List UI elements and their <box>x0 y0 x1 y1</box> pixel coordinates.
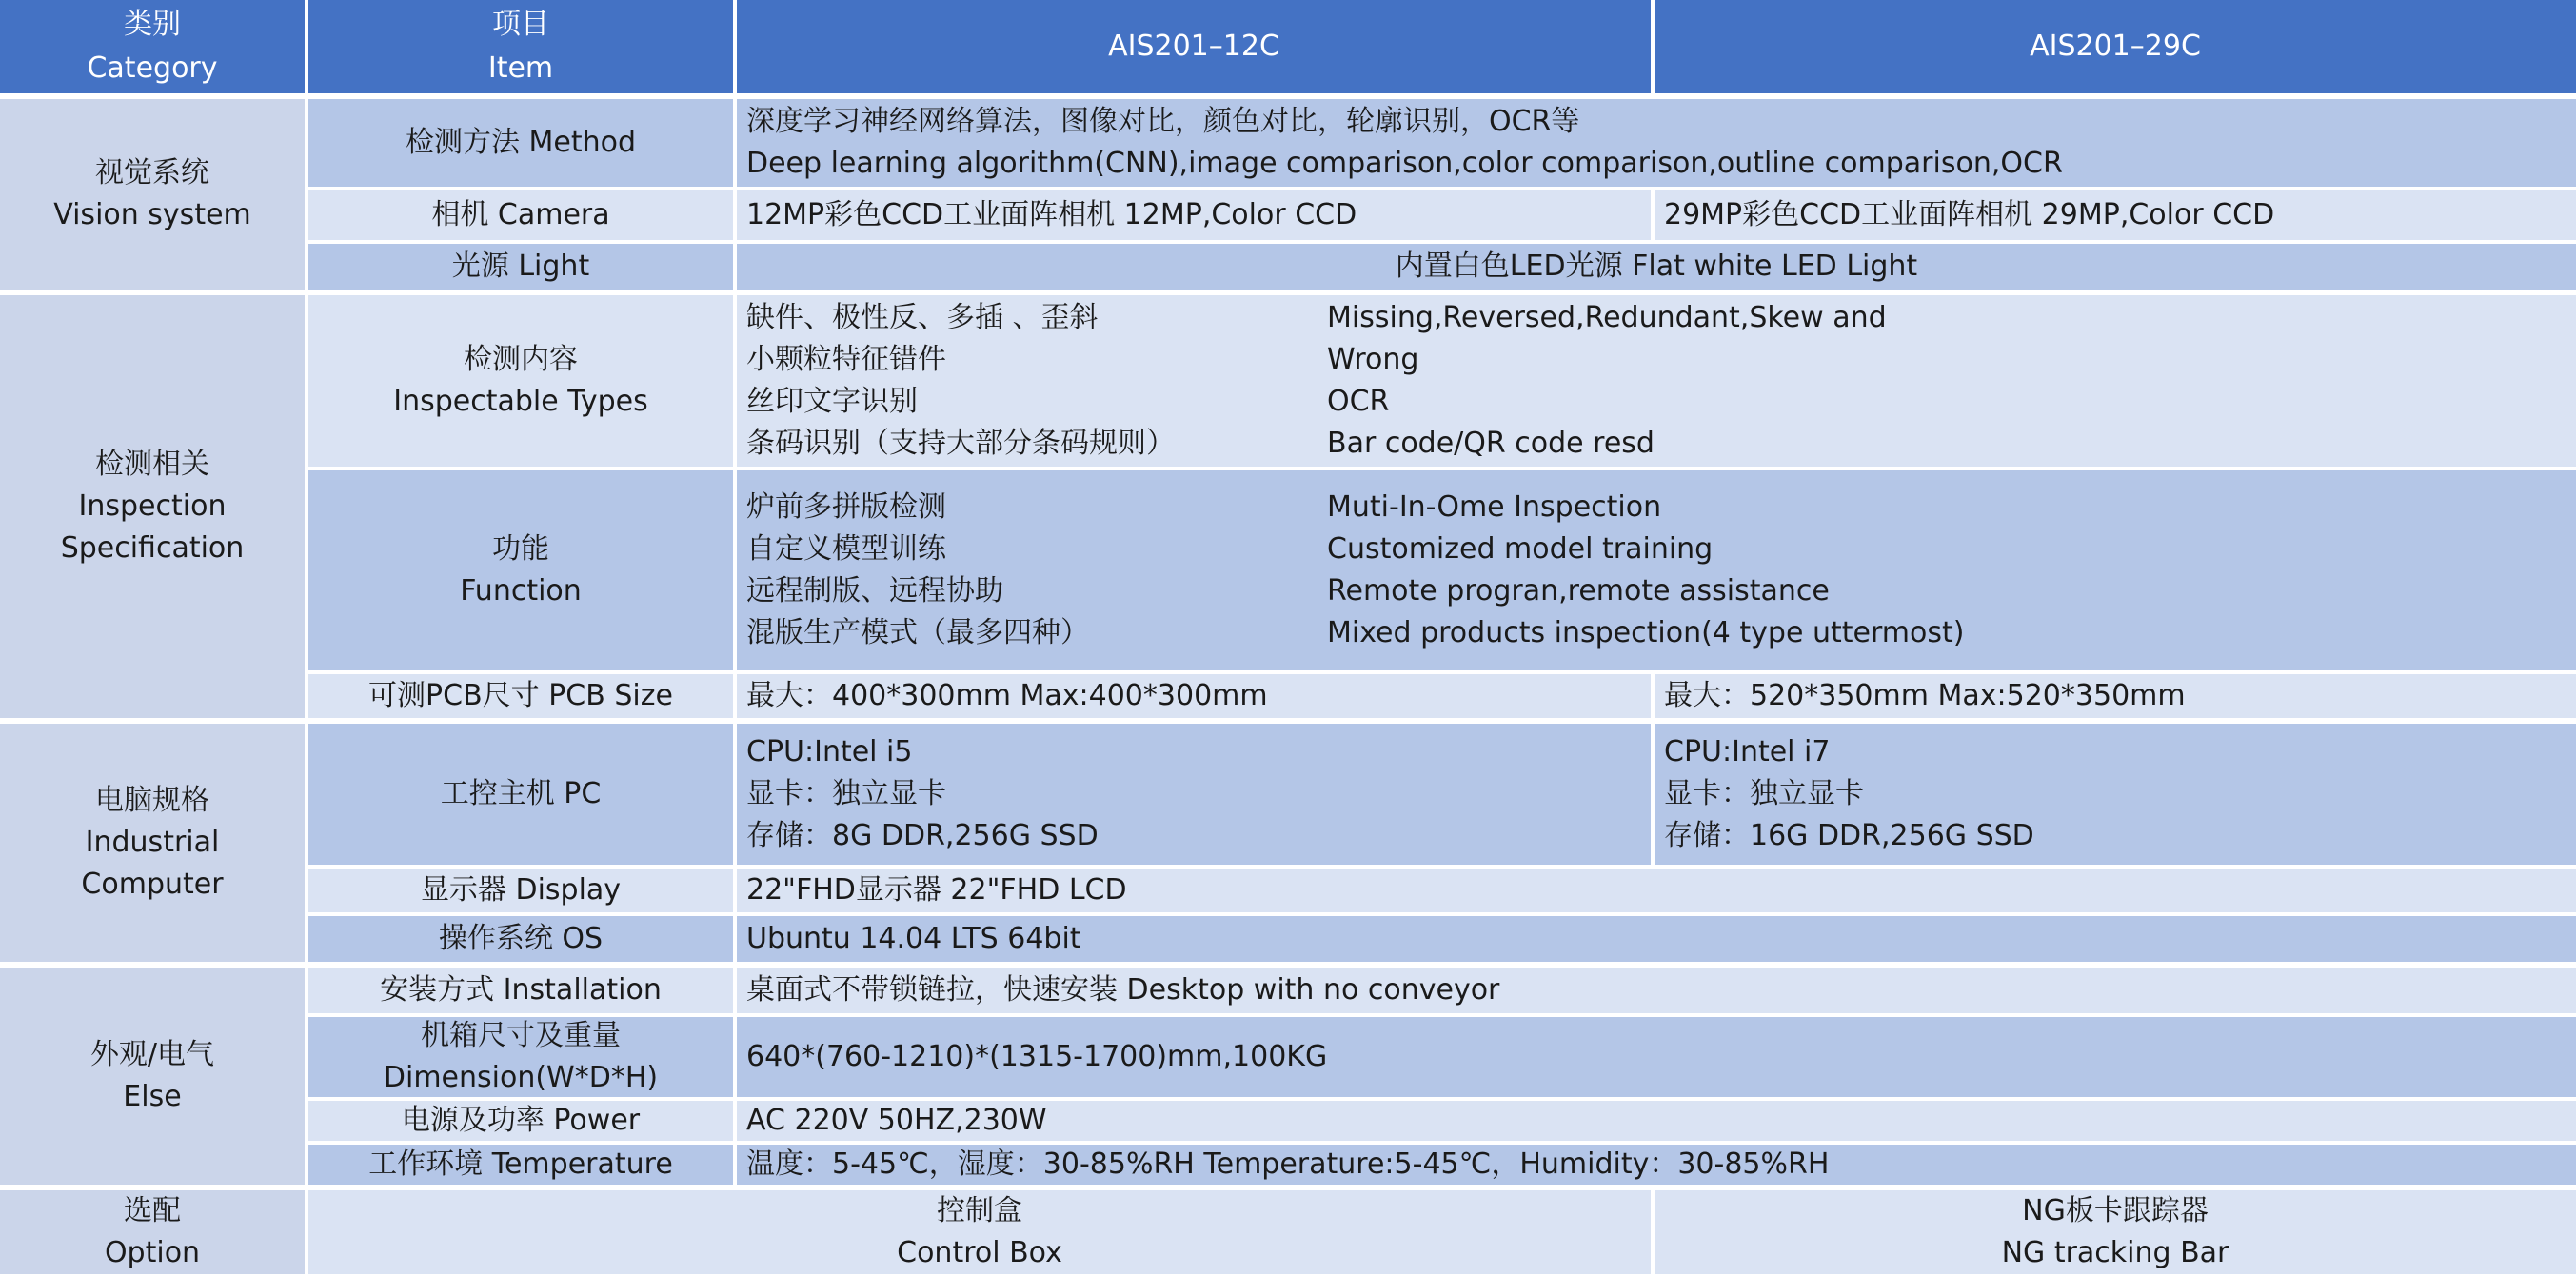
pc-b-gpu: 显卡：独立显卡 <box>1664 777 1864 810</box>
item-os <box>308 916 733 962</box>
item-os-label: 操作系统 OS <box>438 922 604 955</box>
item-inspectable-types-en: Inspectable Types <box>393 385 648 418</box>
type-cn: 缺件、极性反、多插 、歪斜 <box>746 301 1099 334</box>
item-pcb-size <box>308 674 733 718</box>
value-method-en: Deep learning algorithm(CNN),image comparison,color comparison,outline comparison,OCR <box>746 147 2063 180</box>
value-camera-a <box>737 190 1651 240</box>
option-a-en: Control Box <box>897 1236 1062 1269</box>
value-pc-b <box>1655 724 2576 865</box>
function-cn: 自定义模型训练 <box>746 532 946 566</box>
category-option-en: Option <box>104 1236 201 1269</box>
item-function <box>308 470 733 670</box>
option-b-cn: NG板卡跟踪器 <box>2022 1194 2209 1228</box>
category-computer-cn: 电脑规格 <box>95 784 209 817</box>
category-computer <box>0 724 305 962</box>
list-item <box>746 570 2576 612</box>
type-cn: 小颗粒特征错件 <box>746 343 946 376</box>
type-en: Missing,Reversed,Redundant,Skew and <box>1327 301 1887 334</box>
category-else <box>0 968 305 1185</box>
category-inspection-en1: Inspection <box>78 489 227 523</box>
type-cn: 丝印文字识别 <box>746 385 918 418</box>
item-power <box>308 1101 733 1141</box>
category-else-cn: 外观/电气 <box>89 1038 215 1071</box>
value-power-text: AC 220V 50HZ,230W <box>746 1104 1047 1137</box>
value-power <box>737 1101 2576 1141</box>
function-en: Muti-In-Ome Inspection <box>1327 490 1662 524</box>
value-dimension <box>737 1017 2576 1097</box>
pc-a-storage: 存储：8G DDR,256G SSD <box>746 819 1099 852</box>
value-os <box>737 916 2576 962</box>
category-computer-en2: Computer <box>81 868 224 901</box>
value-installation-text: 桌面式不带锁链拉，快速安装 Desktop with no conveyor <box>746 973 1500 1007</box>
value-temperature <box>737 1145 2576 1185</box>
value-pcb-b-text: 最大：520*350mm Max:520*350mm <box>1664 679 2186 712</box>
category-computer-en1: Industrial <box>85 826 220 859</box>
item-power-label: 电源及功率 Power <box>401 1104 641 1137</box>
list-item <box>746 612 2576 654</box>
category-option <box>0 1190 305 1274</box>
item-temperature-label: 工作环境 Temperature <box>368 1148 673 1181</box>
value-pcb-a <box>737 674 1651 718</box>
item-display-label: 显示器 Display <box>420 873 622 907</box>
category-else-en: Else <box>123 1080 182 1113</box>
item-camera <box>308 190 733 240</box>
item-camera-label: 相机 Camera <box>431 198 610 231</box>
item-pcb-size-label: 可测PCB尺寸 PCB Size <box>368 679 673 712</box>
type-en: Bar code/QR code resd <box>1327 427 1655 460</box>
function-en: Mixed products inspection(4 type uttermost) <box>1327 616 1965 649</box>
type-en: OCR <box>1327 385 1390 418</box>
header-item <box>308 0 733 93</box>
category-inspection-en2: Specification <box>60 531 245 565</box>
pc-a-gpu: 显卡：独立显卡 <box>746 777 946 810</box>
item-pc-label: 工控主机 PC <box>440 777 602 810</box>
header-category <box>0 0 305 93</box>
function-cn: 混版生产模式（最多四种） <box>746 616 1089 649</box>
type-en: Wrong <box>1327 343 1419 376</box>
category-vision-en: Vision system <box>53 198 251 231</box>
item-light-label: 光源 Light <box>451 250 590 283</box>
category-vision <box>0 99 305 290</box>
value-display-text: 22"FHD显示器 22"FHD LCD <box>746 873 1127 907</box>
list-item <box>746 529 2576 570</box>
function-cn: 远程制版、远程协助 <box>746 574 1003 608</box>
value-option-a <box>308 1190 1651 1274</box>
header-model-a <box>737 0 1651 93</box>
value-inspectable-types <box>737 295 2576 467</box>
item-function-cn: 功能 <box>492 532 549 566</box>
category-option-cn: 选配 <box>124 1194 181 1228</box>
item-installation <box>308 968 733 1013</box>
value-light-text: 内置白色LED光源 Flat white LED Light <box>1395 250 1918 283</box>
value-function <box>737 470 2576 670</box>
category-vision-cn: 视觉系统 <box>95 156 209 190</box>
header-model-a-label: AIS201–12C <box>1108 30 1279 63</box>
value-display <box>737 869 2576 912</box>
item-pc <box>308 724 733 865</box>
value-pcb-a-text: 最大：400*300mm Max:400*300mm <box>746 679 1268 712</box>
pc-a-cpu: CPU:Intel i5 <box>746 735 913 769</box>
value-camera-b-text: 29MP彩色CCD工业面阵相机 29MP,Color CCD <box>1664 198 2275 231</box>
header-model-b <box>1655 0 2576 93</box>
value-method <box>737 99 2576 187</box>
item-temperature <box>308 1145 733 1185</box>
type-cn: 条码识别（支持大部分条码规则） <box>746 427 1175 460</box>
option-b-en: NG tracking Bar <box>2001 1236 2229 1269</box>
item-function-en: Function <box>460 574 582 608</box>
item-dimension <box>308 1017 733 1097</box>
item-method <box>308 99 733 187</box>
value-light <box>737 244 2576 290</box>
item-installation-label: 安装方式 Installation <box>380 973 662 1007</box>
item-display <box>308 869 733 912</box>
list-item <box>746 297 2576 339</box>
header-model-b-label: AIS201–29C <box>2030 30 2201 63</box>
header-item-cn: 项目 <box>492 8 549 41</box>
list-item <box>746 487 2576 529</box>
value-installation <box>737 968 2576 1013</box>
value-pcb-b <box>1655 674 2576 718</box>
header-category-en: Category <box>87 51 218 85</box>
header-item-en: Item <box>487 51 554 85</box>
pc-b-storage: 存储：16G DDR,256G SSD <box>1664 819 2034 852</box>
value-camera-a-text: 12MP彩色CCD工业面阵相机 12MP,Color CCD <box>746 198 1357 231</box>
item-dimension-cn: 机箱尺寸及重量 <box>421 1019 621 1052</box>
option-a-cn: 控制盒 <box>937 1194 1022 1228</box>
item-light <box>308 244 733 290</box>
header-category-cn: 类别 <box>124 8 181 41</box>
function-cn: 炉前多拼版检测 <box>746 490 946 524</box>
category-inspection-cn: 检测相关 <box>95 448 209 481</box>
pc-b-cpu: CPU:Intel i7 <box>1664 735 1831 769</box>
item-inspectable-types <box>308 295 733 467</box>
function-en: Customized model training <box>1327 532 1714 566</box>
value-dimension-text: 640*(760-1210)*(1315-1700)mm,100KG <box>746 1040 1328 1073</box>
value-os-text: Ubuntu 14.04 LTS 64bit <box>746 922 1081 955</box>
list-item <box>746 339 2576 381</box>
value-camera-b <box>1655 190 2576 240</box>
item-inspectable-types-cn: 检测内容 <box>464 343 578 376</box>
value-option-b <box>1655 1190 2576 1274</box>
list-item <box>746 423 2576 465</box>
value-pc-a <box>737 724 1651 865</box>
value-temperature-text: 温度：5-45℃，湿度：30-85%RH Temperature:5-45℃，Humidity：30-85%RH <box>746 1148 1830 1181</box>
function-en: Remote progran,remote assistance <box>1327 574 1830 608</box>
item-dimension-en: Dimension(W*D*H) <box>383 1061 659 1094</box>
list-item <box>746 381 2576 423</box>
category-inspection <box>0 295 305 718</box>
value-method-cn: 深度学习神经网络算法，图像对比，颜色对比，轮廓识别，OCR等 <box>746 105 1580 138</box>
item-method-label: 检测方法 Method <box>405 126 637 159</box>
